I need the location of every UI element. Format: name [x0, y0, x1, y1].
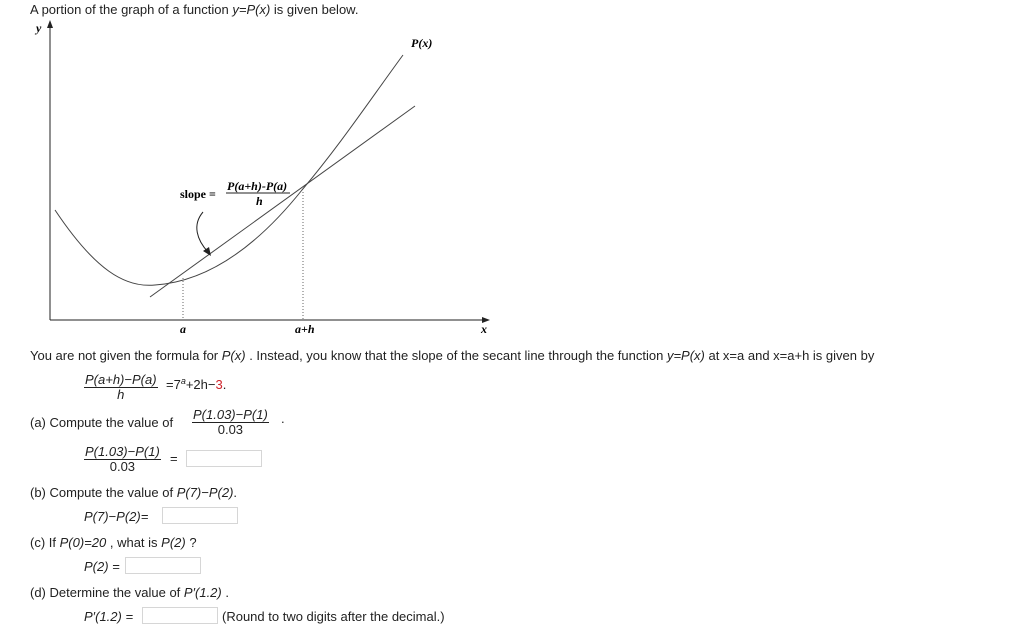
part-d-question-end: .: [221, 585, 229, 600]
secant-slope-numerator: P(a+h)−P(a): [85, 372, 157, 387]
part-c-question-cond: P(0)=20: [59, 535, 107, 550]
statement-ypx: y=P(x): [666, 348, 705, 363]
formula-end: .: [222, 377, 227, 392]
formula-mid: +2h−: [185, 377, 216, 392]
part-a-answer-equals: =: [170, 451, 178, 466]
statement-text: [30, 348, 874, 363]
part-c-question-mid: , what is: [106, 535, 162, 550]
curve-label: P(x): [411, 36, 433, 50]
part-c-question-end: ?: [185, 535, 197, 550]
part-a-answer-denominator: 0.03: [109, 459, 136, 474]
statement-part1: You are not given the formula for: [30, 348, 222, 363]
statement-part3: at x=a and x=a+h is given by: [704, 348, 875, 363]
slope-denominator: h: [256, 194, 263, 208]
part-a-answer-numerator: P(1.03)−P(1): [85, 444, 160, 459]
part-d-question-expr: P′(1.2): [183, 585, 222, 600]
part-b-question-end: .: [233, 485, 238, 500]
part-d-answer-input[interactable]: [142, 607, 218, 624]
secant-slope-formula: [166, 377, 226, 392]
formula-prefix: =7: [166, 377, 181, 392]
x-axis-label: x: [481, 322, 487, 336]
slope-numerator: P(a+h)-P(a): [227, 179, 288, 193]
part-d-question-prefix: (d) Determine the value of: [30, 585, 184, 600]
part-c-question-expr: P(2): [161, 535, 186, 550]
part-a-question-denominator: 0.03: [217, 422, 244, 437]
curve-px: [55, 55, 403, 285]
secant-slope-denominator: h: [117, 387, 125, 402]
part-a-question-end: .: [281, 411, 285, 426]
intro-equation: y=P(x): [232, 2, 271, 17]
part-a-question-numerator: P(1.03)−P(1): [193, 407, 268, 422]
statement-px: P(x): [221, 348, 246, 363]
part-a-question-fraction: [192, 408, 269, 437]
part-b-answer-label: P(7)−P(2)=: [84, 509, 149, 524]
part-d-answer-label: P′(1.2) =: [84, 609, 134, 624]
part-a-answer-input[interactable]: [186, 450, 262, 467]
part-b-question-expr: P(7)−P(2): [176, 485, 234, 500]
formula-exponent: a: [180, 376, 186, 386]
pointer-arrowhead-icon: [203, 247, 211, 256]
secant-line: [150, 106, 415, 297]
part-d-rounding-note: (Round to two digits after the decimal.): [222, 609, 445, 624]
part-c-answer-input[interactable]: [125, 557, 201, 574]
function-graph: [0, 14, 500, 344]
part-a-answer-fraction: [84, 445, 161, 474]
part-d-question: [30, 585, 229, 600]
slope-label: slope =: [180, 187, 216, 201]
part-b-question-prefix: (b) Compute the value of: [30, 485, 177, 500]
part-c-question-prefix: (c) If: [30, 535, 60, 550]
secant-slope-fraction: [84, 373, 158, 402]
formula-red-constant: 3: [215, 377, 223, 392]
y-axis-label: y: [36, 21, 42, 35]
part-c-question: [30, 535, 197, 550]
intro-text-after: is given below.: [270, 2, 359, 17]
part-b-answer-input[interactable]: [162, 507, 238, 524]
y-axis-arrow-icon: [47, 20, 53, 28]
part-a-question: (a) Compute the value of: [30, 415, 174, 430]
intro-text-before: A portion of the graph of a function: [30, 2, 233, 17]
pointer-arrow-icon: [197, 212, 208, 252]
part-b-question: [30, 485, 237, 500]
part-c-answer-label: P(2) =: [84, 559, 120, 574]
tick-label-a: a: [180, 322, 186, 336]
statement-part2: . Instead, you know that the slope of the secant line through the function: [245, 348, 667, 363]
tick-label-ah: a+h: [295, 322, 315, 336]
